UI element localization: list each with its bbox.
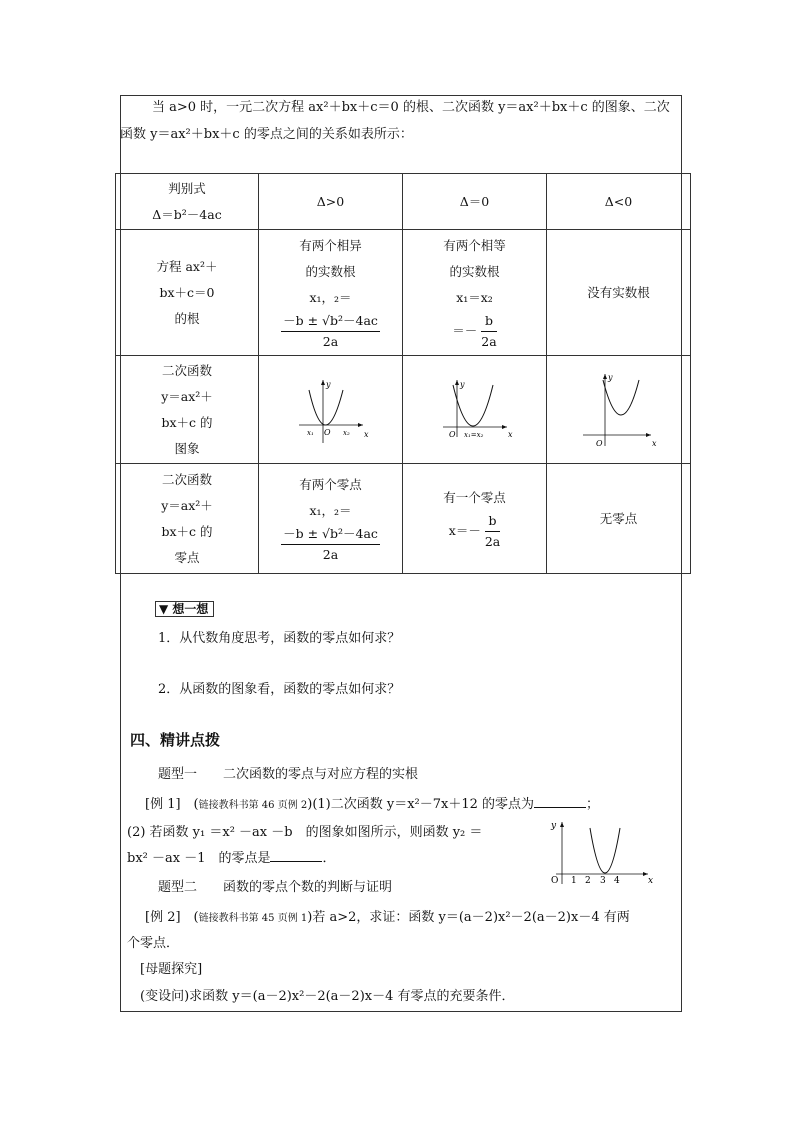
relation-table <box>115 173 691 574</box>
section-heading: 四、精讲点拨 <box>130 731 221 749</box>
roots-zero-line: 的实数根 <box>449 264 500 279</box>
zero-label-line: bx＋c 的 <box>161 523 213 539</box>
think-question-1: 1．从代数角度思考，函数的零点如何求？ <box>158 631 401 646</box>
roots-label-line: bx＋c＝0 <box>159 284 215 300</box>
origin-label: O <box>323 427 331 437</box>
zero-positive-fraction <box>281 524 380 565</box>
header-discriminant-label: 判别式 <box>168 180 206 196</box>
header-zero: Δ＝0 <box>403 174 547 230</box>
roots-zero-fraction <box>481 311 496 352</box>
example1-end: ； <box>586 797 600 812</box>
zero-zero-line: 有一个零点 <box>443 490 506 505</box>
intro-line-2: 函数 y＝ax²＋bx＋c 的零点之间的关系如表所示： <box>120 127 413 142</box>
graph-zero <box>403 356 547 464</box>
zero-label-line: y＝ax²＋ <box>161 497 213 513</box>
y-axis-label: y <box>325 379 331 389</box>
fraction-numerator: －b ± √b²－4ac <box>281 311 380 332</box>
double-root-label: x₁=x₂ <box>463 430 483 439</box>
x-axis-label: x <box>651 438 657 448</box>
fraction-numerator: b <box>481 311 496 332</box>
zero-zero <box>403 464 547 574</box>
y-axis-label: y <box>459 379 465 389</box>
parabola-two-roots-graph <box>291 375 371 445</box>
roots-positive-line: 的实数根 <box>305 264 356 279</box>
example1-part2-line1: (2) 若函数 y₁ ＝x² －ax －b 的图象如图所示，则函数 y₂ ＝ <box>127 825 483 840</box>
graph-label <box>116 356 259 464</box>
header-negative: Δ<0 <box>547 174 691 230</box>
tick-label: 1 <box>571 876 577 886</box>
answer-blank-1[interactable] <box>534 795 586 808</box>
tick-label: 3 <box>600 876 606 886</box>
origin-label: O <box>551 876 559 886</box>
origin-label: O <box>595 438 603 448</box>
zero-zero-formula <box>403 511 546 552</box>
example1-part2-text: bx² －ax －1 的零点是 <box>127 851 271 866</box>
roots-label-line: 的根 <box>174 310 200 326</box>
root-x2-label: x₂ <box>342 428 350 437</box>
example2-prefix: [例 2] ( <box>145 910 199 925</box>
roots-positive-line: 有两个相异 <box>299 238 362 253</box>
textbook-link[interactable]: 链接教科书第 46 页例 2 <box>198 800 308 811</box>
roots-zero-line: 有两个相等 <box>443 238 506 253</box>
intro-paragraph <box>120 94 672 148</box>
roots-zero-line: x₁＝x₂ <box>456 290 493 305</box>
fraction-denominator: 2a <box>481 334 497 349</box>
formula-prefix: x＝－ <box>448 523 481 538</box>
fraction-denominator: 2a <box>484 534 501 549</box>
zero-label-line: 零点 <box>174 549 200 565</box>
roots-positive-line: x₁，₂＝ <box>309 290 352 305</box>
table-row-zero-points <box>116 464 691 574</box>
graph-negative <box>547 356 691 464</box>
zero-label <box>116 464 259 574</box>
table-header-row <box>116 174 691 230</box>
fraction-numerator: －b ± √b²－4ac <box>281 524 380 545</box>
fraction-numerator: b <box>485 511 500 532</box>
tick-label: 2 <box>585 876 591 886</box>
roots-label <box>116 230 259 356</box>
example2-line <box>145 906 630 925</box>
graph-label-line: 图象 <box>174 440 200 456</box>
fraction-denominator: 2a <box>322 547 339 562</box>
x-axis-label: x <box>363 429 369 439</box>
y-axis-label: y <box>607 372 613 382</box>
answer-blank-2[interactable] <box>270 849 322 862</box>
origin-label: O <box>448 429 456 439</box>
x-axis-label: x <box>507 429 513 439</box>
intro-line-1: 当 a>0 时，一元二次方程 ax²＋bx＋c＝0 的根、二次函数 y＝ax²＋bx＋c 的图象、二次 <box>152 100 670 115</box>
example-graph <box>548 818 654 886</box>
table-row-roots <box>116 230 691 356</box>
header-positive: Δ>0 <box>259 174 403 230</box>
header-discriminant-formula: Δ＝b²－4ac <box>152 206 222 222</box>
root-x1-label: x₁ <box>306 428 314 437</box>
roots-label-line: 方程 ax²＋ <box>156 258 218 274</box>
tick-label: 4 <box>614 876 620 886</box>
graph-label-line: 二次函数 <box>161 362 212 378</box>
roots-positive <box>259 230 403 356</box>
example1-text: )(1)二次函数 y＝x²－7x＋12 的零点为 <box>307 797 535 812</box>
example2-line2: 个零点． <box>127 936 180 951</box>
roots-positive-fraction <box>281 311 380 352</box>
example1-line <box>145 793 599 812</box>
zero-positive <box>259 464 403 574</box>
zero-label-line: 二次函数 <box>161 471 212 487</box>
graph-positive <box>259 356 403 464</box>
zero-positive-line: x₁，₂＝ <box>309 503 352 518</box>
roots-zero-formula <box>403 311 546 352</box>
fraction-denominator: 2a <box>322 334 339 349</box>
type2-heading: 题型二 函数的零点个数的判断与证明 <box>158 880 393 895</box>
textbook-link[interactable]: 链接教科书第 45 页例 1 <box>198 913 308 924</box>
example1-part2-line2 <box>127 847 336 866</box>
zero-zero-fraction <box>485 511 500 552</box>
think-label <box>155 600 214 617</box>
zero-negative: 无零点 <box>547 464 691 574</box>
think-question-2: 2．从函数的图象看，函数的零点如何求？ <box>158 682 401 697</box>
roots-negative: 没有实数根 <box>547 230 691 356</box>
think-box: ▼ 想一想 <box>155 601 214 617</box>
y-axis-label: y <box>551 821 557 831</box>
example2-text: )若 a>2，求证：函数 y＝(a－2)x²－2(a－2)x－4 有两 <box>307 910 630 925</box>
graph-label-line: bx＋c 的 <box>161 414 213 430</box>
graph-label-line: y＝ax²＋ <box>161 388 213 404</box>
parabola-one-root-graph <box>435 375 515 445</box>
table-row-graph <box>116 356 691 464</box>
x-axis-label: x <box>648 876 654 886</box>
mother-problem-label: [母题探究] <box>140 962 203 977</box>
header-discriminant <box>116 174 259 230</box>
formula-prefix: ＝－ <box>452 323 478 338</box>
parabola-no-root-graph <box>579 370 659 450</box>
type1-heading: 题型一 二次函数的零点与对应方程的实根 <box>158 767 419 782</box>
zero-positive-line: 有两个零点 <box>299 477 362 492</box>
think-title: 想一想 <box>172 602 209 616</box>
example1-prefix: [例 1] ( <box>145 797 199 812</box>
roots-zero <box>403 230 547 356</box>
example1-part2-end: ． <box>322 851 336 866</box>
variant-question: (变设问)求函数 y＝(a－2)x²－2(a－2)x－4 有零点的充要条件． <box>140 989 515 1004</box>
